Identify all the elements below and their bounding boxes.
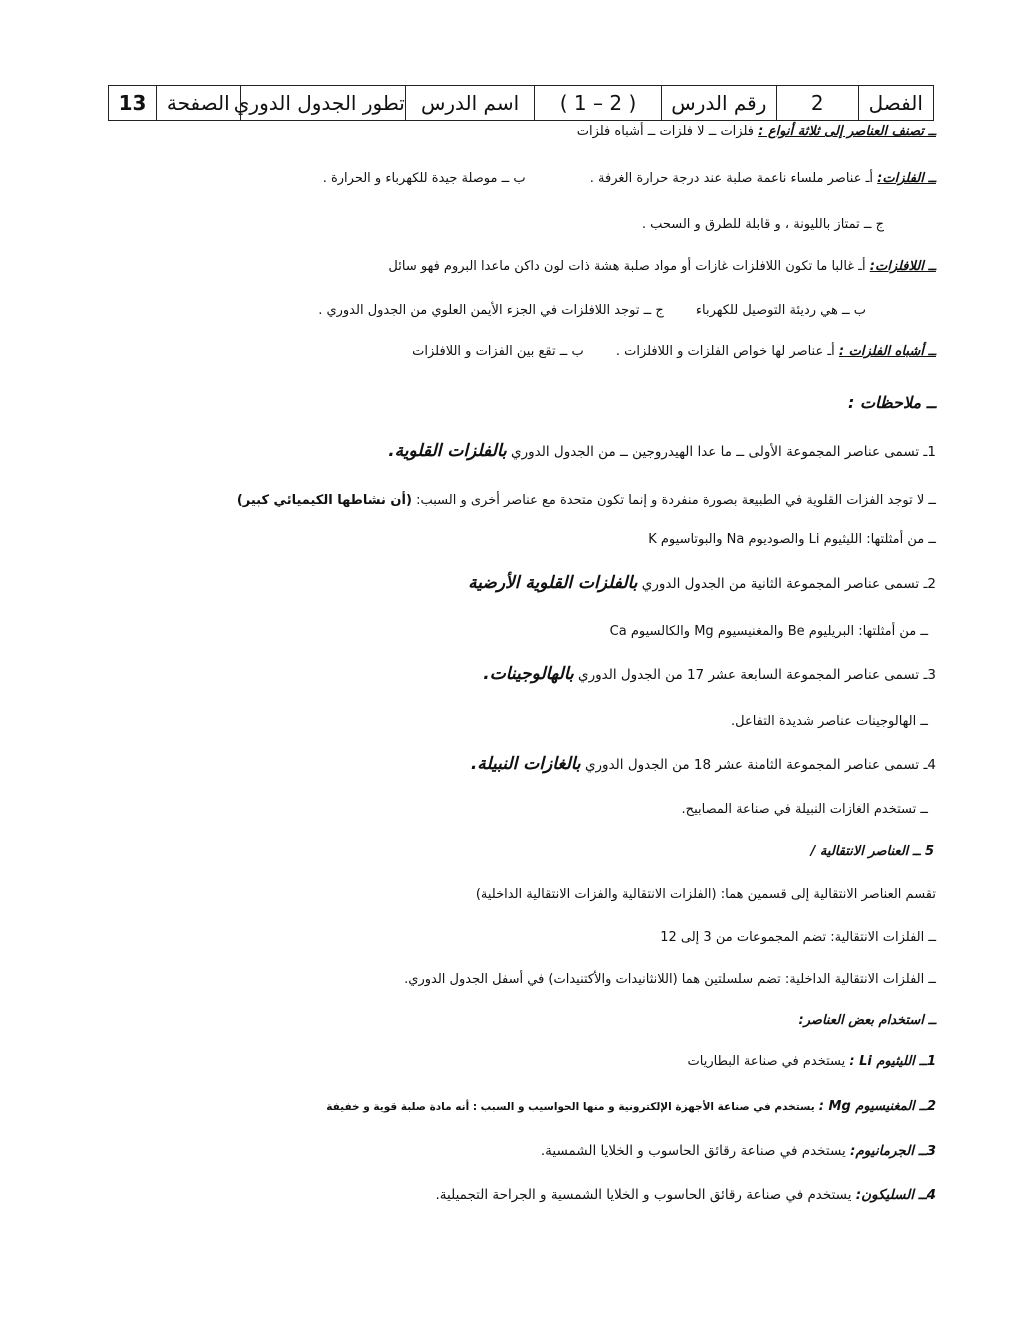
use-lithium-text: يستخدم في صناعة البطاريات: [687, 1054, 846, 1069]
classification-title: ــ تصنف العناصر إلى ثلاثة أنواع :: [758, 124, 936, 139]
use-germanium-text: يستخدم في صناعة رقائق الحاسوب و الخلايا الشمسية.: [540, 1143, 846, 1159]
metalloids-a: أـ عناصر لها خواص الفلزات و اللافلزات .: [615, 344, 835, 359]
use-magnesium: [60, 1098, 936, 1116]
note-1-term: بالفلزات القلوية.: [388, 441, 507, 461]
note-1-text: 1ـ تسمى عناصر المجموعة الأولى ــ ما عدا الهيدروجين ــ من الجدول الدوري: [511, 444, 936, 460]
note-1-sub-1: ــ لا توجد الفزات القلوية في الطبيعة بصورة منفردة و إنما تكون متحدة مع عناصر أخرى و السبب: (أن نشاطها الكيميائي كبير): [236, 493, 936, 508]
use-magnesium-name: 2ــ المغنيسيوم Mg :: [818, 1099, 936, 1114]
lesson-name-label: اسم الدرس: [405, 86, 535, 121]
classification-line: [60, 123, 936, 141]
metalloids-line: [60, 343, 936, 361]
nonmetals-bc-line: [60, 302, 866, 320]
chapter-value: 2: [776, 86, 858, 121]
nonmetals-b: ب ــ هي رديئة التوصيل للكهرباء: [695, 303, 866, 318]
lesson-name-value: تطور الجدول الدوري: [240, 86, 405, 121]
metalloids-title: ــ أشباه الفلزات :: [838, 344, 936, 359]
transition-line-3: ــ الفلزات الانتقالية الداخلية: تضم سلسلتين هما (اللانثانيدات والأكتنيدات) في أسفل الجدول الدوري.: [404, 972, 936, 987]
metals-c: ج ــ تمتاز بالليونة ، و قابلة للطرق و السحب .: [641, 217, 884, 232]
note-2-text: 2ـ تسمى عناصر المجموعة الثانية من الجدول الدوري: [641, 576, 936, 592]
metals-b: ب ــ موصلة جيدة للكهرباء و الحرارة .: [322, 171, 526, 186]
note-3-term: بالهالوجينات.: [483, 664, 574, 684]
note-2: [60, 574, 936, 593]
notes-title: ــ ملاحظات :: [848, 393, 936, 412]
metals-title: ــ الفلزات:: [877, 171, 936, 186]
use-lithium-name: 1ــ الليثيوم Li :: [849, 1054, 936, 1069]
note-3-text: 3ـ تسمى عناصر المجموعة السابعة عشر 17 من الجدول الدوري: [578, 667, 936, 683]
note-1-reason: (أن نشاطها الكيميائي كبير): [236, 493, 412, 508]
nonmetals-a: أـ غالبا ما تكون اللافلزات غازات أو مواد صلبة هشة ذات لون داكن ماعدا البروم فهو سائل: [388, 259, 866, 274]
lesson-number-value: ( 1 – 2 ): [535, 86, 661, 121]
use-silicon: [60, 1186, 936, 1204]
note-1: [60, 442, 936, 461]
use-lithium: [60, 1053, 936, 1071]
nonmetals-c: ج ــ توجد اللافلزات في الجزء الأيمن العلوي من الجدول الدوري .: [318, 303, 664, 318]
note-4-term: بالغازات النبيلة.: [470, 754, 581, 774]
note-4-sub: ــ تستخدم الغازات النبيلة في صناعة المصابيح.: [681, 802, 928, 817]
nonmetals-line: [60, 258, 936, 276]
note-4-text: 4ـ تسمى عناصر المجموعة الثامنة عشر 18 من الجدول الدوري: [584, 757, 936, 773]
metalloids-b: ب ــ تقع بين الفزات و اللافلزات: [412, 344, 584, 359]
transition-line-1: تقسم العناصر الانتقالية إلى قسمين هما: (الفلزات الانتقالية والفزات الانتقالية الداخلية): [475, 887, 936, 902]
classification-text: فلزات ــ لا فلزات ــ أشباه فلزات: [576, 124, 754, 139]
note-1-sub-2: ــ من أمثلتها: الليثيوم Li والصوديوم Na والبوتاسيوم K: [648, 532, 936, 547]
note-3-sub: ــ الهالوجينات عناصر شديدة التفاعل.: [730, 714, 928, 729]
use-germanium: [60, 1142, 936, 1160]
lesson-header-table: [108, 85, 934, 121]
uses-title: ــ استخدام بعض العناصر:: [798, 1013, 936, 1028]
transition-line-2: ــ الفلزات الانتقالية: تضم المجموعات من 3 إلى 12: [660, 930, 936, 945]
chapter-label: الفصل: [858, 86, 933, 121]
page-label: الصفحة: [156, 86, 240, 121]
page-number: 13: [109, 86, 157, 121]
lesson-number-label: رقم الدرس: [661, 86, 776, 121]
metals-a: أـ عناصر ملساء ناعمة صلبة عند درجة حرارة الغرفة .: [589, 171, 874, 186]
note-3: [60, 665, 936, 684]
use-magnesium-text: يستخدم في صناعة الأجهزة الإلكترونية و منها الحواسيب و السبب : أنه مادة صلبة قوية و خفيفة: [326, 1101, 815, 1113]
transition-title: 5 ــ العناصر الانتقالية /: [810, 844, 934, 859]
use-silicon-name: 4ــ السليكون:: [855, 1187, 936, 1203]
note-2-sub: ــ من أمثلتها: البريليوم Be والمغنيسيوم Mg والكالسيوم Ca: [609, 624, 928, 639]
use-silicon-text: يستخدم في صناعة رقائق الحاسوب و الخلايا الشمسية و الجراحة التجميلية.: [435, 1187, 852, 1203]
metals-line: [60, 170, 936, 188]
note-2-term: بالفلزات القلوية الأرضية: [468, 573, 638, 593]
use-germanium-name: 3ــ الجرمانيوم:: [850, 1143, 936, 1159]
note-4: [60, 755, 936, 774]
nonmetals-title: ــ اللافلزات:: [869, 259, 936, 274]
